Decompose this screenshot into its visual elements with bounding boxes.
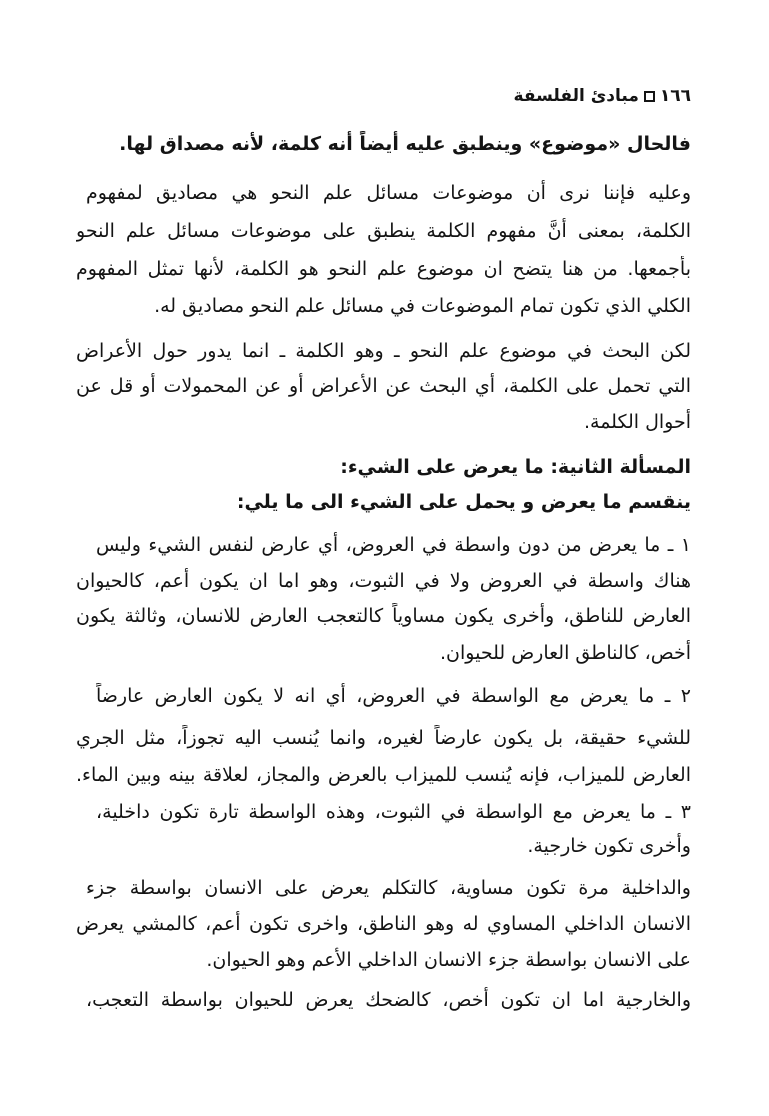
text-line: وعليه فإننا نرى أن موضوعات مسائل علم النحو هي مصاديق لمفهوم [86,182,691,204]
separator-square-icon [644,91,655,102]
book-title: مبادئ الفلسفة [513,86,639,106]
text-line: الانسان الداخلي المساوي له وهو الناطق، واخرى تكون أعم، كالمشي يعرض [76,913,691,935]
page-number: ١٦٦ [659,86,691,106]
text-line: التي تحمل على الكلمة، أي البحث عن الأعراض أو عن المحمولات أو قل عن [76,375,691,397]
text-line: ٣ ـ ما يعرض مع الواسطة في الثبوت، وهذه الواسطة تارة تكون داخلية، [96,801,691,823]
text-line: وأخرى تكون خارجية. [527,835,691,857]
text-line: على الانسان بواسطة جزء الانسان الداخلي الأعم وهو الحيوان. [206,949,691,971]
text-line: أخص، كالناطق العارض للحيوان. [440,642,691,664]
section-heading: المسألة الثانية: ما يعرض على الشيء: [340,456,691,478]
text-line: والداخلية مرة تكون مساوية، كالتكلم يعرض على الانسان بواسطة جزء [86,877,691,899]
text-line: للشيء حقيقة، بل يكون عارضاً لغيره، وانما يُنسب اليه تجوزاً، مثل الجري [76,727,691,749]
text-line: لكن البحث في موضوع علم النحو ـ وهو الكلمة ـ انما يدور حول الأعراض [76,340,691,362]
text-line: الكلمة، بمعنى أنَّ مفهوم الكلمة ينطبق على موضوعات مسائل علم النحو [76,220,691,242]
text-line: والخارجية اما ان تكون أخص، كالضحك يعرض للحيوان بواسطة التعجب، [86,989,691,1011]
text-line: ينقسم ما يعرض و يحمل على الشيء الى ما يلي: [236,491,691,513]
text-line: ١ ـ ما يعرض من دون واسطة في العروض، أي عارض لنفس الشيء وليس [96,534,691,556]
text-line: فالحال «موضوع» وينطبق عليه أيضاً أنه كلمة، لأنه مصداق لها. [119,133,691,155]
page-header [514,86,691,106]
text-line: الكلي الذي تكون تمام الموضوعات في مسائل علم النحو مصاديق له. [154,295,691,317]
text-line: أحوال الكلمة. [583,411,691,433]
text-line: هناك واسطة في العروض ولا في الثبوت، وهو اما ان يكون أعم، كالحيوان [76,570,691,592]
text-line: العارض للميزاب، فإنه يُنسب للميزاب بالعرض والمجاز، لعلاقة بينه وبين الماء. [76,764,691,786]
text-line: ٢ ـ ما يعرض مع الواسطة في العروض، أي انه لا يكون العارض عارضاً [96,685,691,707]
text-line: بأجمعها. من هنا يتضح ان موضوع علم النحو هو الكلمة، لأنها تمثل المفهوم [76,258,691,280]
text-line: العارض للناطق، وأخرى يكون مساوياً كالتعجب العارض للانسان، وثالثة يكون [76,605,691,627]
